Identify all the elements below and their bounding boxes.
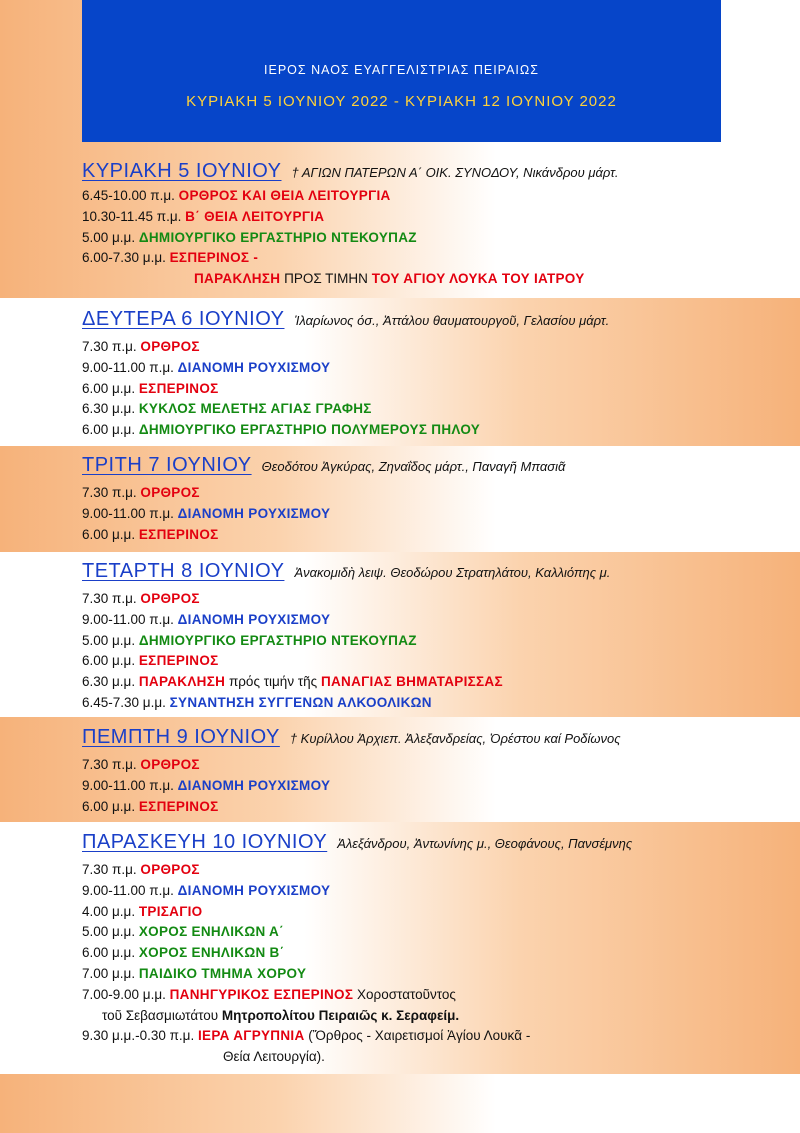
event-title: ΟΡΘΡΟΣ — [140, 591, 200, 606]
event-title: ΠΑΝΑΓΙΑΣ ΒΗΜΑΤΑΡΙΣΣΑΣ — [320, 674, 503, 690]
schedule-row — [82, 755, 800, 776]
event-time: 6.45-10.00 π.μ. — [82, 188, 175, 203]
saint-commemoration: Ἀλεξάνδρου, Ἀντωνίνης μ., Θεοφάνους, Πανσέμνης — [337, 836, 633, 851]
schedule-row — [82, 358, 800, 379]
schedule-row — [82, 248, 800, 269]
event-title: ΤΟΥ ΑΓΙΟΥ ΛΟΥΚΑ ΤΟΥ ΙΑΤΡΟΥ — [371, 271, 585, 287]
schedule-row — [82, 902, 800, 923]
schedule-row — [82, 207, 800, 228]
event-title: ΔΗΜΙΟΥΡΓΙΚΟ ΕΡΓΑΣΤΗΡΙΟ ΝΤΕΚΟΥΠΑΖ — [138, 632, 417, 648]
event-note: ΠΡΟΣ ΤΙΜΗΝ — [284, 271, 368, 287]
event-title: ΟΡΘΡΟΣ — [140, 485, 200, 500]
event-title: ΔΙΑΝΟΜΗ ΡΟΥΧΙΣΜΟΥ — [177, 505, 331, 521]
event-title: ΟΡΘΡΟΣ ΚΑΙ ΘΕΙΑ ΛΕΙΤΟΥΡΓΙΑ — [178, 188, 391, 203]
schedule-row — [82, 504, 800, 525]
event-time: 6.00 μ.μ. — [82, 526, 136, 542]
event-time: 6.00 μ.μ. — [82, 653, 136, 669]
day-section-thursday — [82, 719, 800, 817]
event-time: 6.00 μ.μ. — [82, 798, 136, 814]
date-range: ΚΥΡΙΑΚΗ 5 ΙΟΥΝΙΟΥ 2022 - ΚΥΡΙΑΚΗ 12 ΙΟΥΝΙΟΥ 2022 — [186, 93, 617, 110]
day-section-friday — [82, 824, 800, 1068]
saint-commemoration: Ἱλαρίωνος όσ., Ἀττάλου θαυματουργοῦ, Γελασίου μάρτ. — [294, 313, 610, 328]
header-banner — [82, 0, 721, 142]
event-time: 5.00 μ.μ. — [82, 632, 136, 648]
event-time: 7.00 μ.μ. — [82, 965, 136, 981]
schedule-row — [82, 943, 800, 964]
event-title: ΟΡΘΡΟΣ — [140, 862, 200, 877]
event-title: ΕΣΠΕΡΙΝΟΣ — [138, 526, 219, 542]
saint-commemoration: † Κυρίλλου Ἀρχιεπ. Ἀλεξανδρείας, Ὀρέστου καί Ροδίωνος — [289, 731, 621, 746]
day-heading: ΤΕΤΑΡΤΗ 8 ΙΟΥΝΙΟΥ — [82, 560, 285, 582]
event-note: τοῦ Σεβασμιωτάτου — [102, 1007, 219, 1023]
schedule-row — [82, 1026, 800, 1047]
schedule-row — [82, 399, 800, 420]
event-time: 7.30 π.μ. — [82, 757, 137, 772]
event-time: 7.30 π.μ. — [82, 591, 137, 606]
event-title: ΠΑΡΑΚΛΗΣΗ — [194, 271, 281, 287]
saint-commemoration: Ἀνακομιδὴ λειψ. Θεοδώρου Στρατηλάτου, Καλλιόπης μ. — [294, 565, 611, 580]
schedule-row — [82, 776, 800, 797]
event-time: 5.00 μ.μ. — [82, 924, 136, 940]
event-note: (Ὄρθρος - Χαιρετισμοί Ἁγίου Λουκᾶ - — [308, 1028, 531, 1044]
day-section-wednesday — [82, 553, 800, 714]
day-section-monday — [82, 301, 800, 441]
event-title: ΧΟΡΟΣ ΕΝΗΛΙΚΩΝ Β΄ — [138, 945, 285, 961]
schedule-row — [82, 797, 800, 818]
schedule-row — [82, 420, 800, 441]
saint-commemoration: † ΑΓΙΩΝ ΠΑΤΕΡΩΝ Α΄ ΟΙΚ. ΣΥΝΟΔΟΥ, Νικάνδρου μάρτ. — [291, 165, 619, 180]
event-time: 10.30-11.45 π.μ. — [82, 208, 182, 224]
event-time: 6.00-7.30 μ.μ. — [82, 250, 166, 266]
event-title: ΕΣΠΕΡΙΝΟΣ - — [169, 250, 259, 266]
event-time: 9.00-11.00 π.μ. — [82, 882, 174, 898]
schedule-row — [82, 651, 800, 672]
event-title: ΧΟΡΟΣ ΕΝΗΛΙΚΩΝ Α΄ — [138, 924, 284, 940]
schedule-row — [82, 186, 800, 207]
event-time: 9.00-11.00 π.μ. — [82, 505, 174, 521]
event-title: ΔΙΑΝΟΜΗ ΡΟΥΧΙΣΜΟΥ — [177, 777, 331, 793]
schedule-row — [82, 964, 800, 985]
event-time: 7.00-9.00 μ.μ. — [82, 986, 166, 1002]
event-title: ΙΕΡΑ ΑΓΡΥΠΝΙΑ — [197, 1028, 305, 1044]
event-title: ΣΥΝΑΝΤΗΣΗ ΣΥΓΓΕΝΩΝ ΑΛΚΟΟΛΙΚΩΝ — [169, 694, 432, 710]
schedule-row — [82, 985, 800, 1006]
schedule-row-continuation — [82, 1006, 800, 1027]
day-section-sunday — [82, 153, 800, 290]
event-time: 6.00 μ.μ. — [82, 380, 136, 396]
event-title: ΕΣΠΕΡΙΝΟΣ — [138, 798, 219, 814]
event-time: 6.00 μ.μ. — [82, 945, 136, 961]
event-title: ΔΗΜΙΟΥΡΓΙΚΟ ΕΡΓΑΣΤΗΡΙΟ ΝΤΕΚΟΥΠΑΖ — [138, 229, 417, 245]
event-title: ΔΗΜΙΟΥΡΓΙΚΟ ΕΡΓΑΣΤΗΡΙΟ ΠΟΛΥΜΕΡΟΥΣ ΠΗΛΟΥ — [138, 422, 481, 438]
day-heading: ΠΕΜΠΤΗ 9 ΙΟΥΝΙΟΥ — [82, 726, 280, 748]
event-title: ΟΡΘΡΟΣ — [140, 757, 200, 772]
schedule-row-continuation — [82, 1047, 800, 1068]
day-heading: ΠΑΡΑΣΚΕΥΗ 10 ΙΟΥΝΙΟΥ — [82, 831, 328, 853]
day-heading: ΚΥΡΙΑΚΗ 5 ΙΟΥΝΙΟΥ — [82, 160, 282, 182]
event-title: ΕΣΠΕΡΙΝΟΣ — [138, 653, 219, 669]
event-title: ΚΥΚΛΟΣ ΜΕΛΕΤΗΣ ΑΓΙΑΣ ΓΡΑΦΗΣ — [138, 401, 372, 417]
event-time: 7.30 π.μ. — [82, 862, 137, 877]
schedule-row — [82, 631, 800, 652]
event-time: 6.30 μ.μ. — [82, 674, 136, 690]
schedule-row — [82, 228, 800, 249]
day-section-tuesday — [82, 447, 800, 545]
event-title: ΤΡΙΣΑΓΙΟ — [138, 903, 203, 919]
event-note: Θεία Λειτουργία). — [223, 1049, 325, 1065]
event-time: 9.00-11.00 π.μ. — [82, 611, 174, 627]
schedule-row — [82, 610, 800, 631]
schedule-row — [82, 693, 800, 714]
event-time: 9.00-11.00 π.μ. — [82, 777, 174, 793]
schedule-row — [82, 337, 800, 358]
event-time: 6.00 μ.μ. — [82, 422, 136, 438]
schedule-row — [82, 483, 800, 504]
event-title: ΔΙΑΝΟΜΗ ΡΟΥΧΙΣΜΟΥ — [177, 359, 331, 375]
event-note: πρός τιμήν τῆς — [228, 674, 318, 690]
event-note-bold: Μητροπολίτου Πειραιῶς κ. Σεραφείμ. — [221, 1007, 460, 1023]
schedule-row — [82, 379, 800, 400]
event-title: ΟΡΘΡΟΣ — [140, 339, 200, 354]
event-title: ΔΙΑΝΟΜΗ ΡΟΥΧΙΣΜΟΥ — [177, 611, 331, 627]
event-title: ΠΑΝΗΓΥΡΙΚΟΣ ΕΣΠΕΡΙΝΟΣ — [169, 986, 354, 1002]
event-time: 5.00 μ.μ. — [82, 229, 136, 245]
event-title: ΠΑΡΑΚΛΗΣΗ — [138, 674, 226, 690]
event-note: Χοροστατοῦντος — [357, 986, 456, 1002]
event-time: 6.45-7.30 μ.μ. — [82, 694, 166, 710]
saint-commemoration: Θεοδότου Ἀγκύρας, Ζηναΐδος μάρτ., Παναγῆ Μπασιᾶ — [261, 459, 566, 474]
schedule-row-continuation — [82, 269, 800, 290]
church-name: ΙΕΡΟΣ ΝΑΟΣ ΕΥΑΓΓΕΛΙΣΤΡΙΑΣ ΠΕΙΡΑΙΩΣ — [264, 63, 539, 77]
schedule-row — [82, 860, 800, 881]
event-title: ΠΑΙΔΙΚΟ ΤΜΗΜΑ ΧΟΡΟΥ — [138, 965, 307, 981]
schedule-row — [82, 672, 800, 693]
event-time: 9.30 μ.μ.-0.30 π.μ. — [82, 1028, 195, 1044]
event-title: Β΄ ΘΕΙΑ ΛΕΙΤΟΥΡΓΙΑ — [185, 208, 325, 224]
event-time: 9.00-11.00 π.μ. — [82, 359, 174, 375]
event-time: 7.30 π.μ. — [82, 485, 137, 500]
day-heading: ΔΕΥΤΕΡΑ 6 ΙΟΥΝΙΟΥ — [82, 308, 285, 330]
schedule-row — [82, 525, 800, 546]
schedule-row — [82, 881, 800, 902]
event-time: 4.00 μ.μ. — [82, 903, 136, 919]
day-heading: ΤΡΙΤΗ 7 ΙΟΥΝΙΟΥ — [82, 454, 252, 476]
event-time: 7.30 π.μ. — [82, 339, 137, 354]
event-time: 6.30 μ.μ. — [82, 401, 136, 417]
event-title: ΕΣΠΕΡΙΝΟΣ — [138, 380, 219, 396]
event-title: ΔΙΑΝΟΜΗ ΡΟΥΧΙΣΜΟΥ — [177, 882, 331, 898]
schedule-row — [82, 922, 800, 943]
band-footer — [0, 1074, 800, 1133]
schedule-row — [82, 589, 800, 610]
